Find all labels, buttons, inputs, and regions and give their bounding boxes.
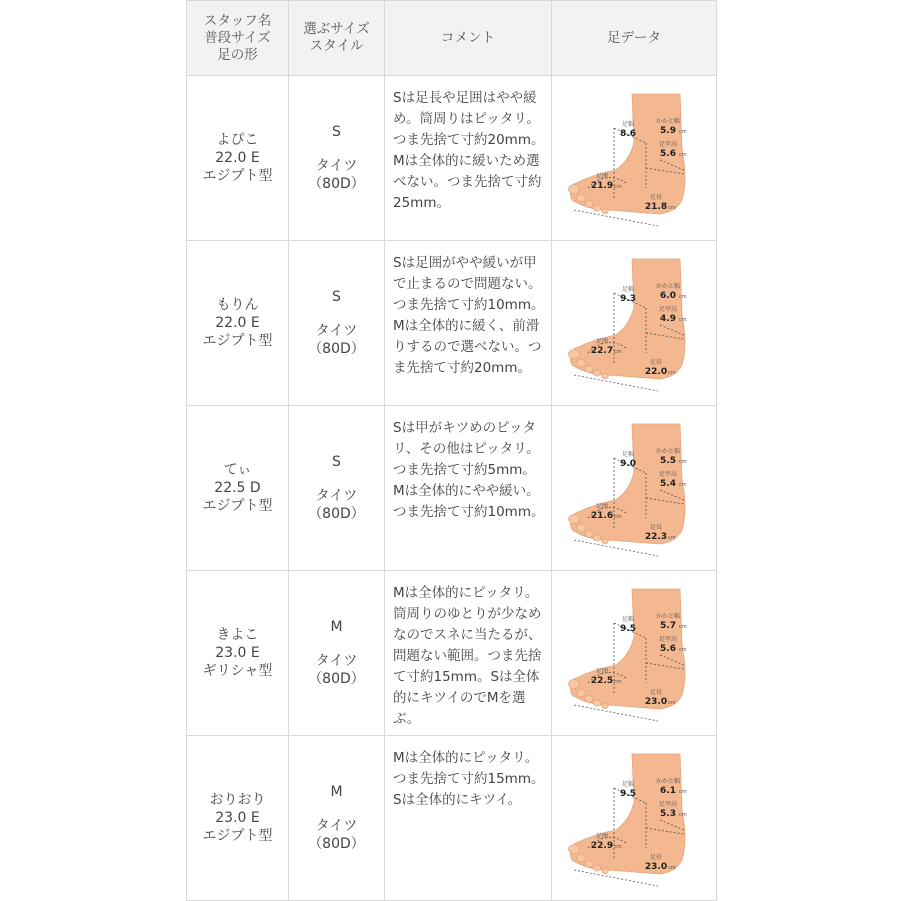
foot-diagram xyxy=(564,583,704,723)
instep-height-value: 4.9 xyxy=(660,314,676,324)
foot-length-label: 足長 xyxy=(649,689,663,696)
foot-girth-value: 22.9 xyxy=(590,841,614,851)
usual-size: 22.0 E xyxy=(215,315,260,331)
style-denier: （80D） xyxy=(308,671,365,687)
heel-width-value: 5.7 xyxy=(660,621,676,631)
foot-data-cell xyxy=(552,76,717,241)
style-cell xyxy=(289,76,385,241)
chosen-size: S xyxy=(332,289,341,305)
heel-width-unit: cm xyxy=(679,624,687,630)
instep-height-value: 5.6 xyxy=(660,149,676,159)
instep-height-label: 足甲高 xyxy=(658,471,678,478)
foot-shape: エジプト型 xyxy=(202,828,273,844)
style-cell xyxy=(289,241,385,406)
foot-data-cell xyxy=(552,571,717,736)
header-usual-size: 普段サイズ xyxy=(204,29,271,46)
staff-cell xyxy=(187,76,289,241)
heel-width-value: 5.9 xyxy=(660,126,676,136)
foot-girth-label: 足囲 xyxy=(595,338,609,345)
style-name: タイツ xyxy=(315,323,358,339)
foot-length-unit: cm xyxy=(668,865,676,871)
foot-length-unit: cm xyxy=(668,700,676,706)
style-denier: （80D） xyxy=(308,836,365,852)
style-denier: （80D） xyxy=(308,176,365,192)
instep-height-unit: cm xyxy=(679,482,687,488)
foot-length-unit: cm xyxy=(668,370,676,376)
instep-height-unit: cm xyxy=(679,152,687,158)
foot-length-value: 23.0 xyxy=(644,862,668,872)
foot-shape: ギリシャ型 xyxy=(202,663,273,679)
foot-girth-value: 21.9 xyxy=(590,181,614,191)
foot-length-value: 23.0 xyxy=(644,697,668,707)
table-row xyxy=(187,406,717,571)
usual-size: 22.0 E xyxy=(215,150,260,166)
foot-girth-value: 22.7 xyxy=(590,346,614,356)
heel-width-value: 5.5 xyxy=(660,456,676,466)
instep-height-label: 足甲高 xyxy=(658,306,678,313)
foot-length-unit: cm xyxy=(668,535,676,541)
foot-width-value: 9.0 xyxy=(620,459,636,469)
comment-cell: Sは足囲がやや緩いが甲で止まるので問題ない。つま先捨て寸約10mm。Mは全体的に緩く、前滑りするので選べない。つま先捨て寸約20mm。 xyxy=(385,241,552,406)
instep-height-value: 5.3 xyxy=(660,809,676,819)
foot-girth-value: 21.6 xyxy=(590,511,614,521)
heel-width-label: かかと幅 xyxy=(655,283,681,290)
table-body xyxy=(187,76,717,901)
usual-size: 22.5 D xyxy=(214,480,261,496)
header-staff-name: スタッフ名 xyxy=(203,12,272,29)
foot-data-cell xyxy=(552,736,717,901)
usual-size: 23.0 E xyxy=(215,645,260,661)
heel-width-label: かかと幅 xyxy=(655,613,681,620)
header-foot-data: 足データ xyxy=(552,1,717,76)
foot-girth-value: 22.5 xyxy=(590,676,614,686)
foot-shape: エジプト型 xyxy=(202,333,273,349)
instep-height-label: 足甲高 xyxy=(658,141,678,148)
foot-girth-label: 足囲 xyxy=(595,668,609,675)
foot-girth-unit: cm xyxy=(614,514,622,520)
header-comment: コメント xyxy=(385,1,552,76)
instep-height-unit: cm xyxy=(679,317,687,323)
instep-height-label: 足甲高 xyxy=(658,801,678,808)
staff-name: よぴこ xyxy=(216,132,259,148)
staff-cell xyxy=(187,571,289,736)
foot-length-label: 足長 xyxy=(649,854,663,861)
header-foot-shape: 足の形 xyxy=(217,46,258,63)
comment-cell: Mは全体的にピッタリ。筒周りのゆとりが少なめなのでスネに当たるが、問題ない範囲。つま先捨て寸約15mm。Sは全体的にキツイのでMを選ぶ。 xyxy=(385,571,552,736)
instep-height-unit: cm xyxy=(679,812,687,818)
usual-size: 23.0 E xyxy=(215,810,260,826)
foot-width-value: 9.3 xyxy=(620,294,636,304)
heel-width-label: かかと幅 xyxy=(655,778,681,785)
heel-width-value: 6.0 xyxy=(660,291,676,301)
staff-name: きよこ xyxy=(216,627,259,643)
heel-width-unit: cm xyxy=(679,459,687,465)
table-row xyxy=(187,736,717,901)
foot-width-label: 足幅 xyxy=(621,286,635,293)
table-row xyxy=(187,571,717,736)
style-cell xyxy=(289,571,385,736)
foot-width-label: 足幅 xyxy=(621,121,635,128)
fitting-table xyxy=(186,0,717,901)
style-name: タイツ xyxy=(315,653,358,669)
foot-width-label: 足幅 xyxy=(621,616,635,623)
instep-height-value: 5.6 xyxy=(660,644,676,654)
style-name: タイツ xyxy=(315,488,358,504)
foot-length-label: 足長 xyxy=(649,359,663,366)
instep-height-unit: cm xyxy=(679,647,687,653)
foot-length-value: 22.3 xyxy=(644,532,668,542)
chosen-size: S xyxy=(332,124,341,140)
heel-width-value: 6.1 xyxy=(660,786,676,796)
comment-cell: Sは足長や足囲はやや緩め。筒周りはピッタリ。つま先捨て寸約20mm。Mは全体的に緩いため選べない。つま先捨て寸約25mm。 xyxy=(385,76,552,241)
heel-width-label: かかと幅 xyxy=(655,118,681,125)
heel-width-unit: cm xyxy=(679,789,687,795)
foot-diagram xyxy=(564,253,704,393)
foot-girth-unit: cm xyxy=(614,349,622,355)
header-row xyxy=(187,1,717,76)
heel-width-label: かかと幅 xyxy=(655,448,681,455)
style-cell xyxy=(289,406,385,571)
foot-girth-unit: cm xyxy=(614,679,622,685)
staff-cell xyxy=(187,241,289,406)
staff-cell xyxy=(187,406,289,571)
table-row xyxy=(187,76,717,241)
foot-shape: エジプト型 xyxy=(202,168,273,184)
heel-width-unit: cm xyxy=(679,294,687,300)
instep-height-label: 足甲高 xyxy=(658,636,678,643)
foot-length-value: 21.8 xyxy=(644,202,668,212)
header-staff xyxy=(187,1,289,76)
header-style xyxy=(289,1,385,76)
table-row xyxy=(187,241,717,406)
foot-girth-unit: cm xyxy=(614,184,622,190)
header-style-label: スタイル xyxy=(309,38,364,54)
chosen-size: M xyxy=(330,784,343,800)
foot-width-value: 8.6 xyxy=(620,129,636,139)
foot-shape: エジプト型 xyxy=(202,498,273,514)
staff-name: おりおり xyxy=(209,792,266,808)
style-denier: （80D） xyxy=(308,506,365,522)
heel-width-unit: cm xyxy=(679,129,687,135)
foot-width-label: 足幅 xyxy=(621,451,635,458)
foot-diagram xyxy=(564,748,704,888)
foot-width-value: 9.5 xyxy=(620,789,636,799)
chosen-size: S xyxy=(332,454,341,470)
foot-data-cell xyxy=(552,406,717,571)
staff-cell xyxy=(187,736,289,901)
comment-cell: Mは全体的にピッタリ。つま先捨て寸約15mm。Sは全体的にキツイ。 xyxy=(385,736,552,901)
foot-length-label: 足長 xyxy=(649,194,663,201)
foot-length-label: 足長 xyxy=(649,524,663,531)
foot-diagram xyxy=(564,88,704,228)
foot-girth-label: 足囲 xyxy=(595,173,609,180)
chosen-size: M xyxy=(330,619,343,635)
foot-length-unit: cm xyxy=(668,205,676,211)
style-name: タイツ xyxy=(315,158,358,174)
style-cell xyxy=(289,736,385,901)
foot-length-value: 22.0 xyxy=(644,367,668,377)
foot-girth-unit: cm xyxy=(614,844,622,850)
foot-width-label: 足幅 xyxy=(621,781,635,788)
foot-diagram xyxy=(564,418,704,558)
header-chosen-size: 選ぶサイズ xyxy=(303,21,370,37)
style-name: タイツ xyxy=(315,818,358,834)
style-denier: （80D） xyxy=(308,341,365,357)
foot-data-cell xyxy=(552,241,717,406)
comment-cell: Sは甲がキツめのピッタリ、その他はピッタリ。つま先捨て寸約5mm。Mは全体的にやや緩い。つま先捨て寸約10mm。 xyxy=(385,406,552,571)
foot-width-value: 9.5 xyxy=(620,624,636,634)
instep-height-value: 5.4 xyxy=(660,479,676,489)
staff-name: てぃ xyxy=(223,462,252,478)
foot-girth-label: 足囲 xyxy=(595,503,609,510)
foot-girth-label: 足囲 xyxy=(595,833,609,840)
staff-name: もりん xyxy=(216,297,259,313)
